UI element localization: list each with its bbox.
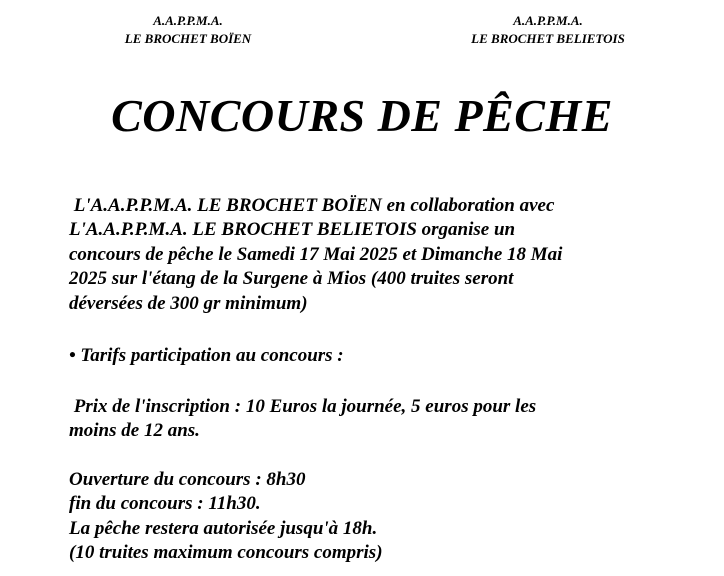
intro-paragraph (69, 194, 669, 316)
intro-line: L'A.A.P.P.M.A. LE BROCHET BOÏEN en collaboration avec (69, 195, 555, 216)
intro-line: L'A.A.P.P.M.A. LE BROCHET BELIETOIS organise un (69, 219, 516, 241)
page-title: CONCOURS DE PÊCHE (111, 90, 613, 141)
intro-line: 2025 sur l'étang de la Surgene à Mios (400 truites seront (69, 268, 514, 290)
prix-line: Prix de l'inscription : 10 Euros la journée, 5 euros pour les (69, 396, 537, 417)
tarifs-heading-text: • Tarifs participation au concours : (69, 345, 344, 366)
horaires-line: (10 truites maximum concours compris) (69, 542, 383, 564)
horaires-paragraph (69, 468, 669, 566)
organizer-right-line2: LE BROCHET BELIETOIS (471, 31, 625, 46)
prix-line: moins de 12 ans. (69, 420, 200, 442)
horaires-line: La pêche restera autorisée jusqu'à 18h. (69, 517, 378, 539)
organizer-right (428, 12, 668, 48)
horaires-line: fin du concours : 11h30. (69, 493, 261, 515)
intro-line: concours de pêche le Samedi 17 Mai 2025 et Dimanche 18 Mai (69, 243, 563, 265)
organizer-left-line2: LE BROCHET BOÏEN (124, 31, 252, 46)
organizer-left-line1: A.A.P.P.M.A. (153, 13, 223, 28)
organizer-left (68, 12, 308, 48)
intro-line: déversées de 300 gr minimum) (69, 292, 308, 314)
organizer-right-line1: A.A.P.P.M.A. (513, 13, 583, 28)
prix-paragraph (69, 395, 669, 444)
horaires-line: Ouverture du concours : 8h30 (69, 469, 306, 490)
tarifs-heading (69, 344, 669, 368)
